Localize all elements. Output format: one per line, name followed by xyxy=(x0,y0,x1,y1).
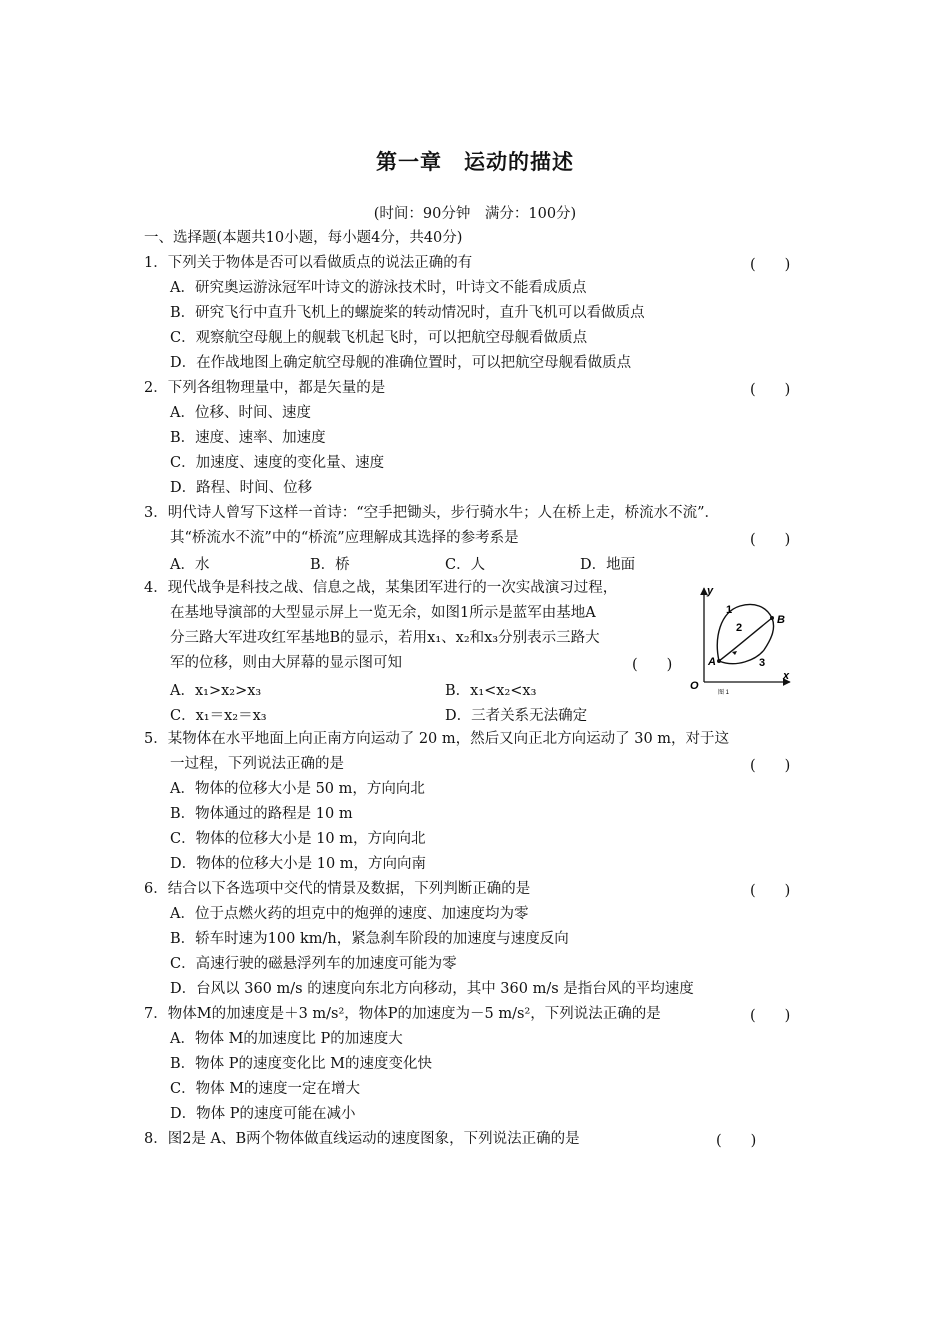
answer-blank-3: ( ) xyxy=(750,532,791,548)
point-b-dot xyxy=(770,616,774,620)
q3-option-c: C．人 xyxy=(445,557,486,573)
q4-option-a: A．x₁>x₂>x₃ xyxy=(170,683,262,699)
q5-option-b: B．物体通过的路程是 10 m xyxy=(170,806,353,822)
q1-option-b: B．研究飞行中直升飞机上的螺旋桨的转动情况时，直升飞机可以看做质点 xyxy=(170,305,645,321)
answer-blank-2: ( ) xyxy=(750,382,791,398)
q6-option-b: B．轿车时速为100 km/h，紧急刹车阶段的加速度与速度反向 xyxy=(170,931,569,947)
q3-option-b: B．桥 xyxy=(310,557,350,573)
q1-option-d: D．在作战地图上确定航空母舰的准确位置时，可以把航空母舰看做质点 xyxy=(170,355,632,371)
section-heading: 一、选择题(本题共10小题，每小题4分，共40分) xyxy=(144,230,463,246)
question-4-stem: 4．现代战争是科技之战、信息之战，某集团军进行的一次实战演习过程， xyxy=(144,580,618,596)
question-4-stem-line-3: 分三路大军进攻红军基地B的显示，若用x₁、x₂和x₃分别表示三路大 xyxy=(170,630,600,646)
y-axis-label: y xyxy=(707,585,714,597)
question-6-stem: 6．结合以下各选项中交代的情景及数据，下列判断正确的是 xyxy=(144,881,531,897)
question-7-stem: 7．物体M的加速度是＋3 m/s²，物体P的加速度为－5 m/s²，下列说法正确的是 xyxy=(144,1006,661,1022)
q3-option-a: A．水 xyxy=(170,557,210,573)
exam-meta: (时间：90分钟 满分：100分) xyxy=(373,206,577,222)
q7-option-a: A．物体 M的加速度比 P的加速度大 xyxy=(170,1031,403,1047)
x-axis-label: x xyxy=(783,670,790,682)
question-5-stem-cont: 一过程，下列说法正确的是 xyxy=(170,756,344,772)
q7-option-c: C．物体 M的速度一定在增大 xyxy=(170,1081,361,1097)
question-1-stem: 1．下列关于物体是否可以看做质点的说法正确的有 xyxy=(144,255,473,271)
q5-option-d: D．物体的位移大小是 10 m，方向向南 xyxy=(170,856,427,872)
q6-option-a: A．位于点燃火药的坦克中的炮弹的速度、加速度均为零 xyxy=(170,906,529,922)
point-a-label: A xyxy=(708,656,716,668)
question-3-stem: 3．明代诗人曾写下这样一首诗：“空手把锄头，步行骑水牛；人在桥上走，桥流水不流”． xyxy=(144,505,720,521)
question-8-stem: 8．图2是 A、B两个物体做直线运动的速度图象，下列说法正确的是 xyxy=(144,1131,580,1147)
q6-option-d: D．台风以 360 m/s 的速度向东北方向移动，其中 360 m/s 是指台风的平均速度 xyxy=(170,981,694,997)
figure-1-diagram xyxy=(686,578,798,698)
q6-option-c: C．高速行驶的磁悬浮列车的加速度可能为零 xyxy=(170,956,457,972)
q2-option-d: D．路程、时间、位移 xyxy=(170,480,313,496)
q4-option-b: B．x₁<x₂<x₃ xyxy=(445,683,537,699)
figure-1-caption: 图 1 xyxy=(718,690,730,696)
question-4-stem-line-2: 在基地导演部的大型显示屏上一览无余，如图1所示是蓝军由基地A xyxy=(170,605,596,621)
question-5-stem: 5．某物体在水平地面上向正南方向运动了 20 m，然后又向正北方向运动了 30 m，对于这 xyxy=(144,731,730,747)
point-b-label: B xyxy=(777,614,785,626)
path-3-label: 3 xyxy=(759,657,766,669)
path-2-curve xyxy=(719,618,772,661)
question-3-stem-cont: 其“桥流水不流”中的“桥流”应理解成其选择的参考系是 xyxy=(170,530,519,546)
point-a-dot xyxy=(717,659,721,663)
question-4-stem-line-4: 军的位移，则由大屏幕的显示图可知 xyxy=(170,655,402,671)
q5-option-a: A．物体的位移大小是 50 m，方向向北 xyxy=(170,781,425,797)
answer-blank-4: ( ) xyxy=(632,657,673,673)
path-1-label: 1 xyxy=(726,604,733,616)
path-2-label: 2 xyxy=(736,622,743,634)
answer-blank-8: ( ) xyxy=(716,1133,757,1149)
q1-option-a: A．研究奥运游泳冠军叶诗文的游泳技术时，叶诗文不能看成质点 xyxy=(170,280,587,296)
q2-option-c: C．加速度、速度的变化量、速度 xyxy=(170,455,385,471)
page-title: 第一章 运动的描述 xyxy=(376,150,574,174)
path-arrow-icon xyxy=(732,651,737,655)
answer-blank-5: ( ) xyxy=(750,758,791,774)
q3-option-d: D．地面 xyxy=(580,557,636,573)
answer-blank-7: ( ) xyxy=(750,1008,791,1024)
path-3-curve xyxy=(719,618,774,664)
q2-option-a: A．位移、时间、速度 xyxy=(170,405,311,421)
q1-option-c: C．观察航空母舰上的舰载飞机起飞时，可以把航空母舰看做质点 xyxy=(170,330,588,346)
q2-option-b: B．速度、速率、加速度 xyxy=(170,430,326,446)
origin-label: O xyxy=(690,680,699,692)
answer-blank-6: ( ) xyxy=(750,883,791,899)
question-2-stem: 2．下列各组物理量中，都是矢量的是 xyxy=(144,380,386,396)
answer-blank-1: ( ) xyxy=(750,257,791,273)
q7-option-b: B．物体 P的速度变化比 M的速度变化快 xyxy=(170,1056,432,1072)
q4-option-d: D．三者关系无法确定 xyxy=(445,708,588,724)
q5-option-c: C．物体的位移大小是 10 m，方向向北 xyxy=(170,831,426,847)
q7-option-d: D．物体 P的速度可能在减小 xyxy=(170,1106,356,1122)
q4-option-c: C．x₁＝x₂＝x₃ xyxy=(170,708,267,724)
